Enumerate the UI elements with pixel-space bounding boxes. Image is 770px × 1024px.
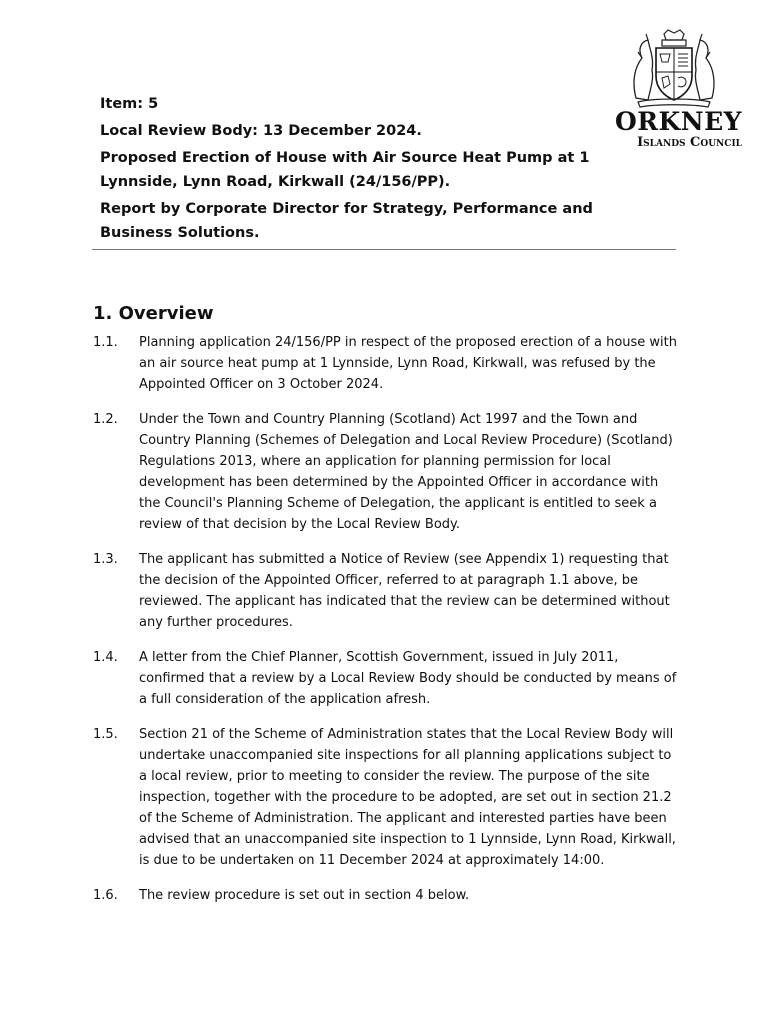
org-name: ORKNEY: [614, 107, 742, 136]
paragraph: [93, 724, 685, 871]
meeting-line: Local Review Body: 13 December 2024.: [100, 123, 422, 139]
paragraph: [93, 885, 685, 906]
paragraph-text: Under the Town and Country Planning (Scotland) Act 1997 and the Town and Country Planning (Schemes of Delegation and Local Review Procedure) (Scotland) Regulations 2013, where an application for planning permission for local development has been determined by the Appointed Officer in accordance with the Council's Planning Scheme of Delegation, the applicant is entitled to seek a review of that decision by the Local Review Body.: [139, 412, 673, 532]
item-number: Item: 5: [100, 96, 159, 112]
paragraph-number: 1.2.: [93, 412, 118, 427]
paragraph: [93, 332, 685, 395]
paragraph-text: A letter from the Chief Planner, Scottish Government, issued in July 2011, confirmed that a review by a Local Review Body should be conducted by means of a full consideration of the application afresh.: [139, 650, 677, 707]
report-header: [100, 92, 668, 248]
paragraph-text: The applicant has submitted a Notice of Review (see Appendix 1) requesting that the decision of the Appointed Officer, referred to at paragraph 1.1 above, be reviewed. The applicant has indicated that the review can be determined without any further procedures.: [139, 552, 670, 630]
paragraph-number: 1.1.: [93, 335, 118, 350]
paragraph-text: Section 21 of the Scheme of Administration states that the Local Review Body will undertake unaccompanied site inspections for all planning applications subject to a local review, prior to meeting to consider the review. The purpose of the site inspection, together with the procedure to be adopted, are set out in section 21.2 of the Scheme of Administration. The applicant and interested parties have been advised that an unaccompanied site inspection to 1 Lynnside, Lynn Road, Kirkwall, is due to be undertaken on 11 December 2024 at approximately 14:00.: [139, 727, 676, 868]
paragraph-number: 1.5.: [93, 727, 118, 742]
header-divider: [92, 249, 676, 250]
paragraph-number: 1.4.: [93, 650, 118, 665]
paragraph-text: Planning application 24/156/PP in respect of the proposed erection of a house with an air source heat pump at 1 Lynnside, Lynn Road, Kirkwall, was refused by the Appointed Officer on 3 October 2024.: [139, 335, 678, 392]
org-subtitle: Islands Council: [637, 135, 742, 150]
paragraph-text: The review procedure is set out in section 4 below.: [139, 888, 470, 903]
paragraph-number: 1.6.: [93, 888, 118, 903]
paragraph: [93, 549, 685, 633]
paragraph: [93, 409, 685, 535]
paragraph-list: [93, 332, 685, 920]
report-author: Report by Corporate Director for Strategy, Performance and Business Solutions.: [100, 201, 593, 241]
section-heading: 1. Overview: [93, 303, 214, 324]
report-subject: Proposed Erection of House with Air Source Heat Pump at 1 Lynnside, Lynn Road, Kirkwall (24/156/PP).: [100, 150, 590, 190]
paragraph: [93, 647, 685, 710]
paragraph-number: 1.3.: [93, 552, 118, 567]
